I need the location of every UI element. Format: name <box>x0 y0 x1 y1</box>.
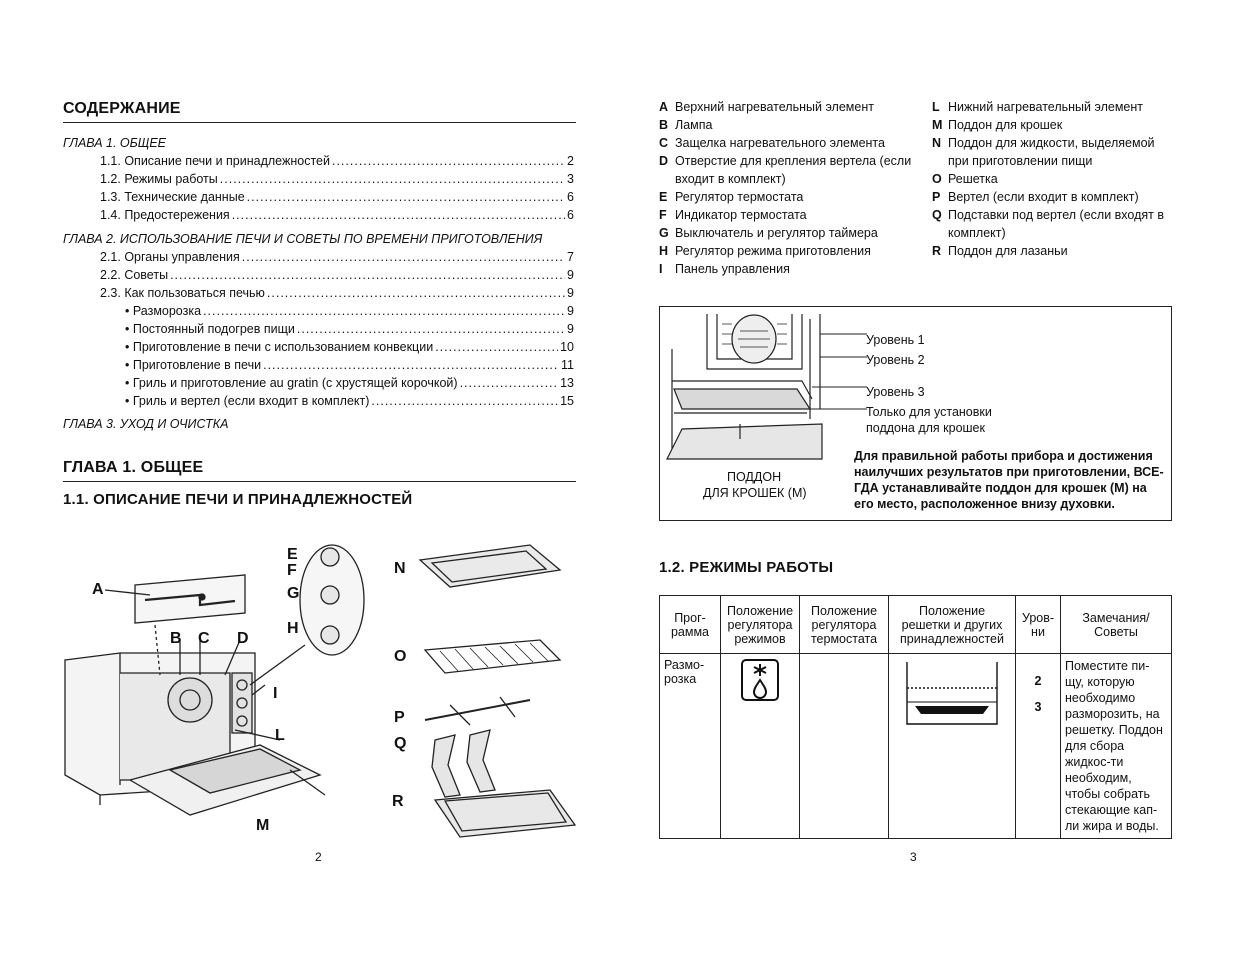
levels-cell <box>1016 654 1061 839</box>
toc-entry[interactable] <box>100 154 574 168</box>
toc-title: СОДЕРЖАНИЕ <box>63 100 181 117</box>
thermostat-cell <box>800 654 889 839</box>
toc-entry-label: 1.4. Предостережения <box>100 208 230 222</box>
legend-letter: F <box>659 208 667 222</box>
defrost-mode-icon <box>740 658 780 702</box>
toc-entry-label: • Разморозка <box>125 304 202 318</box>
toc-entry[interactable] <box>100 250 574 264</box>
legend-letter: H <box>659 244 669 258</box>
legend-letter: C <box>659 136 669 150</box>
crumb-only-line-1: Только для установки <box>866 405 992 419</box>
legend-letter: O <box>932 172 942 186</box>
legend-text: Лампа <box>675 118 713 132</box>
toc-entry-page: 15 <box>560 394 574 408</box>
toc-entry-page: 9 <box>567 322 574 336</box>
toc-entry-label: 1.2. Режимы работы <box>100 172 218 186</box>
spit-support-q1 <box>432 735 460 797</box>
level-leader-lines <box>810 334 867 409</box>
chapter-rule <box>63 481 576 482</box>
table-header: Замечания/ Советы <box>1061 596 1172 654</box>
toc-entry[interactable] <box>100 190 574 204</box>
legend-letter: I <box>659 262 663 276</box>
legend-text: Выключатель и регулятор таймера <box>675 226 878 240</box>
crumb-only-line-2: поддона для крошек <box>866 421 985 435</box>
toc-entry-label: 2.1. Органы управления <box>100 250 240 264</box>
legend-column-2 <box>932 98 1177 260</box>
toc-entry-page: 7 <box>567 250 574 264</box>
legend-text: Защелка нагревательного элемента <box>675 136 885 150</box>
toc-subentry[interactable] <box>125 376 574 390</box>
legend-item <box>932 206 1177 242</box>
legend-text: Вертел (если входит в комплект) <box>948 190 1139 204</box>
label-c: C <box>198 630 210 647</box>
legend-item <box>932 134 1177 170</box>
toc-entry-page: 9 <box>567 286 574 300</box>
table-header: Положение регулятора режимов <box>721 596 800 654</box>
table-header: Прог-рамма <box>660 596 721 654</box>
toc-subentry[interactable] <box>125 304 574 318</box>
shelf-level-1: Уровень 1 <box>866 333 925 347</box>
operating-modes-table <box>659 595 1172 839</box>
toc-entry-label: • Приготовление в печи с использованием конвекции <box>125 340 434 354</box>
toc-chapter-1: ГЛАВА 1. ОБЩЕЕ <box>63 136 166 150</box>
toc-rule <box>63 122 576 123</box>
toc-entry-label: • Постоянный подогрев пищи <box>125 322 295 336</box>
legend-letter: N <box>932 136 942 150</box>
label-m: M <box>256 817 270 834</box>
crumb-tray-label-1: ПОДДОН <box>727 470 782 484</box>
toc-subentry[interactable] <box>125 394 574 408</box>
label-i: I <box>273 685 278 702</box>
label-g: G <box>287 585 300 602</box>
shelf-level-2: Уровень 2 <box>866 353 925 367</box>
toc-entry[interactable] <box>100 268 574 282</box>
page-number-left: 2 <box>315 850 322 864</box>
legend-text: Регулятор режима приготовления <box>675 244 871 258</box>
legend-letter: Q <box>932 208 942 222</box>
label-p: P <box>394 709 405 726</box>
toc-entry-label: 1.3. Технические данные <box>100 190 245 204</box>
program-cell: Размо-розка <box>660 654 721 839</box>
legend-letter: G <box>659 226 669 240</box>
chapter-1-heading: ГЛАВА 1. ОБЩЕЕ <box>63 459 204 476</box>
legend-text: Нижний нагревательный элемент <box>948 100 1144 114</box>
crumb-tray-label-2: ДЛЯ КРОШЕК (M) <box>703 486 807 500</box>
legend-text: Подставки под вертел (если входят в комплект) <box>948 208 1164 240</box>
label-h: H <box>287 620 299 637</box>
toc-entry[interactable] <box>100 172 574 186</box>
toc-entry-page: 9 <box>567 268 574 282</box>
liquid-tray-n <box>420 545 560 587</box>
legend-column-1 <box>659 98 924 278</box>
toc-subentry[interactable] <box>125 358 574 372</box>
toc-chapter-3: ГЛАВА 3. УХОД И ОЧИСТКА <box>63 417 229 431</box>
convection-fan-icon <box>168 678 212 722</box>
legend-text: Отверстие для крепления вертела (если входит в комплект) <box>675 154 912 186</box>
toc-entry-page: 2 <box>567 154 574 168</box>
legend-letter: M <box>932 118 943 132</box>
toc-entry-label: 2.2. Советы <box>100 268 169 282</box>
legend-text: Решетка <box>948 172 998 186</box>
toc-entry[interactable] <box>100 286 574 300</box>
table-header: Уров-ни <box>1016 596 1061 654</box>
shelf-level-3: Уровень 3 <box>866 385 925 399</box>
toc-entry-page: 6 <box>567 208 574 222</box>
crumb-tray <box>674 389 810 409</box>
legend-item <box>659 134 924 152</box>
legend-item <box>659 224 924 242</box>
legend-letter: A <box>659 100 669 114</box>
lasagna-tray-r <box>435 790 575 837</box>
legend-letter: L <box>932 100 940 114</box>
section-1-1-heading: 1.1. ОПИСАНИЕ ПЕЧИ И ПРИНАДЛЕЖНОСТЕЙ <box>63 491 413 508</box>
table-header: Положение решетки и других принадлежностей <box>889 596 1016 654</box>
label-r: R <box>392 793 404 810</box>
legend-item <box>659 260 924 278</box>
spit-support-q2 <box>467 730 495 792</box>
mode-knob-cell <box>721 654 800 839</box>
rack-position-cell <box>889 654 1016 839</box>
toc-chapter-2: ГЛАВА 2. ИСПОЛЬЗОВАНИЕ ПЕЧИ И СОВЕТЫ ПО ВРЕМЕНИ ПРИГОТОВЛЕНИЯ <box>63 232 543 246</box>
level-value: 2 <box>1034 674 1042 688</box>
legend-letter: E <box>659 190 668 204</box>
label-o: O <box>394 648 407 665</box>
legend-item <box>659 152 924 188</box>
level-value: 3 <box>1034 700 1042 714</box>
rack-position-diagram <box>903 658 1001 728</box>
label-e: E <box>287 546 298 563</box>
legend-letter: B <box>659 118 669 132</box>
legend-item <box>659 206 924 224</box>
toc-entry-page: 10 <box>560 340 574 354</box>
toc-subentry[interactable] <box>125 340 574 354</box>
toc-entry-page: 11 <box>561 358 574 372</box>
legend-text: Поддон для лазаньи <box>948 244 1068 258</box>
label-q: Q <box>394 735 407 752</box>
table-header: Положение регулятора термостата <box>800 596 889 654</box>
legend-letter: P <box>932 190 941 204</box>
legend-letter: R <box>932 244 942 258</box>
legend-text: Индикатор термостата <box>675 208 807 222</box>
crumb-tray-warning: Для правильной работы прибора и достижения наилучших результатов при приготовлении, ВСЕ-ГДА устанавливайте поддон для крошек (M) на его место, расположенное внизу духовки. <box>854 449 1164 511</box>
legend-text: Регулятор термостата <box>675 190 804 204</box>
toc-entry-page: 9 <box>567 304 574 318</box>
legend-item <box>659 242 924 260</box>
toc-entry-label: 2.3. Как пользоваться печью <box>100 286 265 300</box>
legend-letter: D <box>659 154 669 168</box>
legend-item <box>932 170 1177 188</box>
legend-item <box>659 116 924 134</box>
label-d: D <box>237 630 249 647</box>
label-f: F <box>287 562 297 579</box>
legend-item <box>932 98 1177 116</box>
legend-text: Поддон для жидкости, выделяемой при приготовлении пищи <box>948 136 1155 168</box>
label-n: N <box>394 560 406 577</box>
legend-item <box>932 188 1177 206</box>
toc-entry[interactable] <box>100 208 574 222</box>
legend-item <box>932 242 1177 260</box>
toc-entry-label: 1.1. Описание печи и принадлежностей <box>100 154 330 168</box>
toc-entry-label: • Гриль и приготовление au gratin (с хрустящей корочкой) <box>125 376 458 390</box>
table-row <box>660 654 1172 839</box>
oven-shelf-illustration <box>662 309 872 469</box>
legend-item <box>659 188 924 206</box>
toc-subentry[interactable] <box>125 322 574 336</box>
remarks-cell: Поместите пи-щу, которую необходимо разморозить, на решетку. Поддон для сбора жидкос-ти необходим, чтобы собрать стекающие кап-ли жира и воды. <box>1061 654 1172 839</box>
legend-text: Верхний нагревательный элемент <box>675 100 874 114</box>
label-b: B <box>170 630 182 647</box>
legend-text: Панель управления <box>675 262 790 276</box>
label-l: L <box>275 727 285 744</box>
legend-item <box>932 116 1177 134</box>
legend-text: Поддон для крошек <box>948 118 1063 132</box>
section-1-2-heading: 1.2. РЕЖИМЫ РАБОТЫ <box>659 559 834 576</box>
toc-entry-label: • Приготовление в печи <box>125 358 262 372</box>
toc-entry-label: • Гриль и вертел (если входит в комплект) <box>125 394 370 408</box>
toc-entry-page: 13 <box>560 376 574 390</box>
oven-accessories-illustration <box>60 525 580 850</box>
toc-entry-page: 6 <box>567 190 574 204</box>
page-number-right: 3 <box>910 850 917 864</box>
label-a: A <box>92 581 104 598</box>
toc-entry-page: 3 <box>567 172 574 186</box>
control-panel <box>232 673 252 733</box>
legend-item <box>659 98 924 116</box>
